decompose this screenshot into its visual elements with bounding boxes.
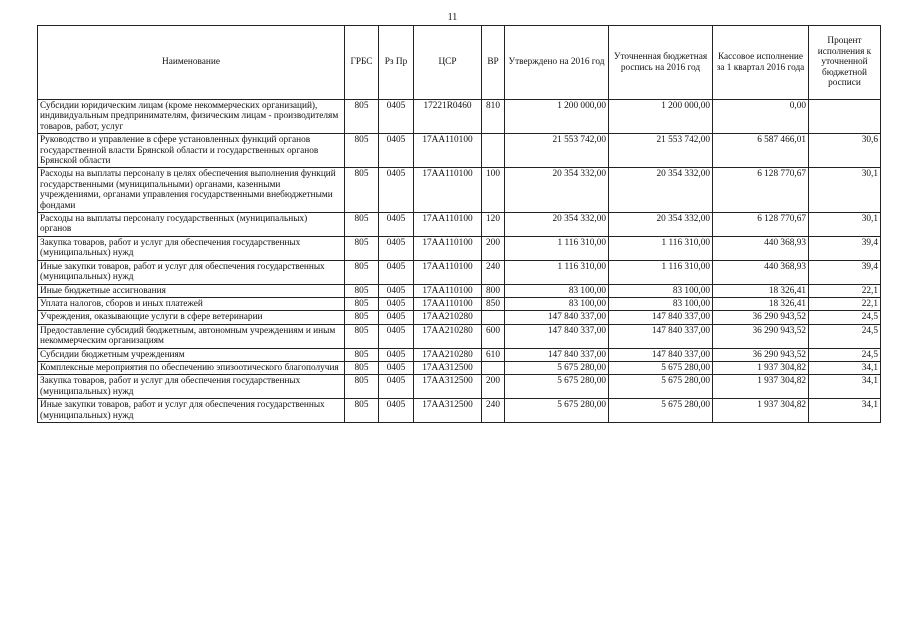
cell-cash: 18 326,41 bbox=[713, 297, 809, 310]
cell-cash: 18 326,41 bbox=[713, 284, 809, 297]
cell-cash: 36 290 943,52 bbox=[713, 311, 809, 324]
cell-approved: 83 100,00 bbox=[505, 297, 609, 310]
header-approved: Утверждено на 2016 год bbox=[505, 26, 609, 100]
cell-cash: 6 587 466,01 bbox=[713, 134, 809, 168]
cell-csr: 17АА110100 bbox=[414, 260, 482, 284]
cell-cash: 6 128 770,67 bbox=[713, 168, 809, 213]
header-percent: Процент исполнения к уточненной бюджетной росписи bbox=[809, 26, 881, 100]
cell-cash: 36 290 943,52 bbox=[713, 348, 809, 361]
page-number: 11 bbox=[447, 12, 458, 23]
cell-revised: 83 100,00 bbox=[609, 297, 713, 310]
cell-name: Комплексные мероприятия по обеспечению эпизоотического благополучия bbox=[38, 361, 345, 374]
cell-cash: 440 368,93 bbox=[713, 236, 809, 260]
cell-rzpr: 0405 bbox=[379, 168, 414, 213]
cell-revised: 5 675 280,00 bbox=[609, 375, 713, 399]
cell-csr: 17АА210280 bbox=[414, 348, 482, 361]
cell-csr: 17АА210280 bbox=[414, 311, 482, 324]
cell-percent: 22,1 bbox=[809, 284, 881, 297]
cell-revised: 5 675 280,00 bbox=[609, 399, 713, 423]
cell-name: Расходы на выплаты персоналу государственных (муниципальных) органов bbox=[38, 213, 345, 237]
cell-approved: 147 840 337,00 bbox=[505, 311, 609, 324]
cell-approved: 147 840 337,00 bbox=[505, 348, 609, 361]
cell-name: Иные закупки товаров, работ и услуг для обеспечения государственных (муниципальных) нужд bbox=[38, 399, 345, 423]
cell-rzpr: 0405 bbox=[379, 100, 414, 134]
cell-cash: 36 290 943,52 bbox=[713, 324, 809, 348]
cell-csr: 17АА210280 bbox=[414, 324, 482, 348]
cell-percent: 24,5 bbox=[809, 311, 881, 324]
header-revised: Уточненная бюджетная роспись на 2016 год bbox=[609, 26, 713, 100]
cell-name: Закупка товаров, работ и услуг для обеспечения государственных (муниципальных) нужд bbox=[38, 375, 345, 399]
cell-vr: 240 bbox=[482, 399, 505, 423]
cell-rzpr: 0405 bbox=[379, 284, 414, 297]
cell-vr: 200 bbox=[482, 236, 505, 260]
cell-cash: 6 128 770,67 bbox=[713, 213, 809, 237]
cell-revised: 5 675 280,00 bbox=[609, 361, 713, 374]
cell-csr: 17221R0460 bbox=[414, 100, 482, 134]
cell-csr: 17АА312500 bbox=[414, 361, 482, 374]
table-row bbox=[38, 100, 881, 134]
cell-csr: 17АА110100 bbox=[414, 297, 482, 310]
cell-revised: 1 200 000,00 bbox=[609, 100, 713, 134]
cell-revised: 147 840 337,00 bbox=[609, 324, 713, 348]
cell-rzpr: 0405 bbox=[379, 213, 414, 237]
cell-grbs: 805 bbox=[345, 236, 379, 260]
cell-percent: 34,1 bbox=[809, 399, 881, 423]
cell-name: Учреждения, оказывающие услуги в сфере ветеринарии bbox=[38, 311, 345, 324]
cell-approved: 83 100,00 bbox=[505, 284, 609, 297]
cell-grbs: 805 bbox=[345, 297, 379, 310]
cell-revised: 83 100,00 bbox=[609, 284, 713, 297]
table-row bbox=[38, 260, 881, 284]
cell-cash: 440 368,93 bbox=[713, 260, 809, 284]
cell-rzpr: 0405 bbox=[379, 297, 414, 310]
cell-grbs: 805 bbox=[345, 361, 379, 374]
cell-approved: 20 354 332,00 bbox=[505, 168, 609, 213]
cell-approved: 20 354 332,00 bbox=[505, 213, 609, 237]
table-row bbox=[38, 361, 881, 374]
cell-rzpr: 0405 bbox=[379, 260, 414, 284]
cell-revised: 20 354 332,00 bbox=[609, 213, 713, 237]
header-rzpr: Рз Пр bbox=[379, 26, 414, 100]
cell-approved: 5 675 280,00 bbox=[505, 399, 609, 423]
cell-name: Уплата налогов, сборов и иных платежей bbox=[38, 297, 345, 310]
cell-revised: 20 354 332,00 bbox=[609, 168, 713, 213]
cell-csr: 17АА312500 bbox=[414, 375, 482, 399]
table-row bbox=[38, 324, 881, 348]
cell-vr: 200 bbox=[482, 375, 505, 399]
cell-percent: 22,1 bbox=[809, 297, 881, 310]
budget-table bbox=[37, 25, 881, 423]
cell-percent: 39,4 bbox=[809, 260, 881, 284]
cell-cash: 1 937 304,82 bbox=[713, 375, 809, 399]
table-row bbox=[38, 348, 881, 361]
cell-vr: 240 bbox=[482, 260, 505, 284]
table-row bbox=[38, 399, 881, 423]
cell-revised: 1 116 310,00 bbox=[609, 236, 713, 260]
cell-approved: 21 553 742,00 bbox=[505, 134, 609, 168]
table-header-row bbox=[38, 26, 881, 100]
cell-name: Закупка товаров, работ и услуг для обеспечения государственных (муниципальных) нужд bbox=[38, 236, 345, 260]
cell-csr: 17АА110100 bbox=[414, 168, 482, 213]
cell-revised: 21 553 742,00 bbox=[609, 134, 713, 168]
cell-grbs: 805 bbox=[345, 375, 379, 399]
cell-vr: 120 bbox=[482, 213, 505, 237]
cell-percent: 34,1 bbox=[809, 375, 881, 399]
cell-percent: 24,5 bbox=[809, 324, 881, 348]
cell-grbs: 805 bbox=[345, 134, 379, 168]
header-cash: Кассовое исполнение за 1 квартал 2016 года bbox=[713, 26, 809, 100]
cell-name: Руководство и управление в сфере установленных функций органов государственной власти Брянской области и государственных органов Брянской области bbox=[38, 134, 345, 168]
cell-cash: 1 937 304,82 bbox=[713, 399, 809, 423]
header-grbs: ГРБС bbox=[345, 26, 379, 100]
table-row bbox=[38, 375, 881, 399]
cell-approved: 1 116 310,00 bbox=[505, 236, 609, 260]
table-row bbox=[38, 297, 881, 310]
cell-vr: 850 bbox=[482, 297, 505, 310]
table-row bbox=[38, 284, 881, 297]
cell-rzpr: 0405 bbox=[379, 134, 414, 168]
cell-vr: 800 bbox=[482, 284, 505, 297]
cell-name: Предоставление субсидий бюджетным, автономным учреждениям и иным некоммерческим организациям bbox=[38, 324, 345, 348]
cell-percent: 39,4 bbox=[809, 236, 881, 260]
cell-name: Субсидии бюджетным учреждениям bbox=[38, 348, 345, 361]
cell-revised: 147 840 337,00 bbox=[609, 348, 713, 361]
cell-name: Субсидии юридическим лицам (кроме некоммерческих организаций), индивидуальным предпринимателям, физическим лицам - производителям товаров, работ, услуг bbox=[38, 100, 345, 134]
cell-vr: 810 bbox=[482, 100, 505, 134]
cell-approved: 5 675 280,00 bbox=[505, 375, 609, 399]
cell-vr: 610 bbox=[482, 348, 505, 361]
cell-csr: 17АА110100 bbox=[414, 213, 482, 237]
cell-revised: 1 116 310,00 bbox=[609, 260, 713, 284]
cell-cash: 0,00 bbox=[713, 100, 809, 134]
cell-vr bbox=[482, 311, 505, 324]
cell-grbs: 805 bbox=[345, 284, 379, 297]
cell-csr: 17АА110100 bbox=[414, 236, 482, 260]
cell-approved: 5 675 280,00 bbox=[505, 361, 609, 374]
table-row bbox=[38, 168, 881, 213]
cell-name: Иные закупки товаров, работ и услуг для обеспечения государственных (муниципальных) нужд bbox=[38, 260, 345, 284]
cell-name: Расходы на выплаты персоналу в целях обеспечения выполнения функций государственными (муниципальными) органами, казенными учреждениями, органами управления государственными внебюджетными фондами bbox=[38, 168, 345, 213]
table-row bbox=[38, 311, 881, 324]
cell-rzpr: 0405 bbox=[379, 324, 414, 348]
cell-percent: 24,5 bbox=[809, 348, 881, 361]
cell-percent: 30,1 bbox=[809, 168, 881, 213]
cell-approved: 1 200 000,00 bbox=[505, 100, 609, 134]
cell-percent: 30,6 bbox=[809, 134, 881, 168]
cell-rzpr: 0405 bbox=[379, 399, 414, 423]
header-csr: ЦСР bbox=[414, 26, 482, 100]
cell-percent bbox=[809, 100, 881, 134]
cell-vr bbox=[482, 134, 505, 168]
cell-rzpr: 0405 bbox=[379, 348, 414, 361]
cell-grbs: 805 bbox=[345, 324, 379, 348]
header-name: Наименование bbox=[38, 26, 345, 100]
cell-rzpr: 0405 bbox=[379, 361, 414, 374]
cell-rzpr: 0405 bbox=[379, 311, 414, 324]
cell-vr bbox=[482, 361, 505, 374]
cell-grbs: 805 bbox=[345, 399, 379, 423]
cell-csr: 17АА312500 bbox=[414, 399, 482, 423]
cell-cash: 1 937 304,82 bbox=[713, 361, 809, 374]
table-row bbox=[38, 134, 881, 168]
cell-percent: 34,1 bbox=[809, 361, 881, 374]
cell-grbs: 805 bbox=[345, 260, 379, 284]
cell-approved: 147 840 337,00 bbox=[505, 324, 609, 348]
cell-grbs: 805 bbox=[345, 168, 379, 213]
cell-vr: 100 bbox=[482, 168, 505, 213]
cell-revised: 147 840 337,00 bbox=[609, 311, 713, 324]
cell-grbs: 805 bbox=[345, 348, 379, 361]
cell-approved: 1 116 310,00 bbox=[505, 260, 609, 284]
cell-name: Иные бюджетные ассигнования bbox=[38, 284, 345, 297]
cell-rzpr: 0405 bbox=[379, 236, 414, 260]
table-row bbox=[38, 213, 881, 237]
header-vr: ВР bbox=[482, 26, 505, 100]
cell-grbs: 805 bbox=[345, 311, 379, 324]
table-row bbox=[38, 236, 881, 260]
cell-csr: 17АА110100 bbox=[414, 134, 482, 168]
cell-grbs: 805 bbox=[345, 100, 379, 134]
cell-grbs: 805 bbox=[345, 213, 379, 237]
cell-percent: 30,1 bbox=[809, 213, 881, 237]
cell-vr: 600 bbox=[482, 324, 505, 348]
cell-rzpr: 0405 bbox=[379, 375, 414, 399]
cell-csr: 17АА110100 bbox=[414, 284, 482, 297]
